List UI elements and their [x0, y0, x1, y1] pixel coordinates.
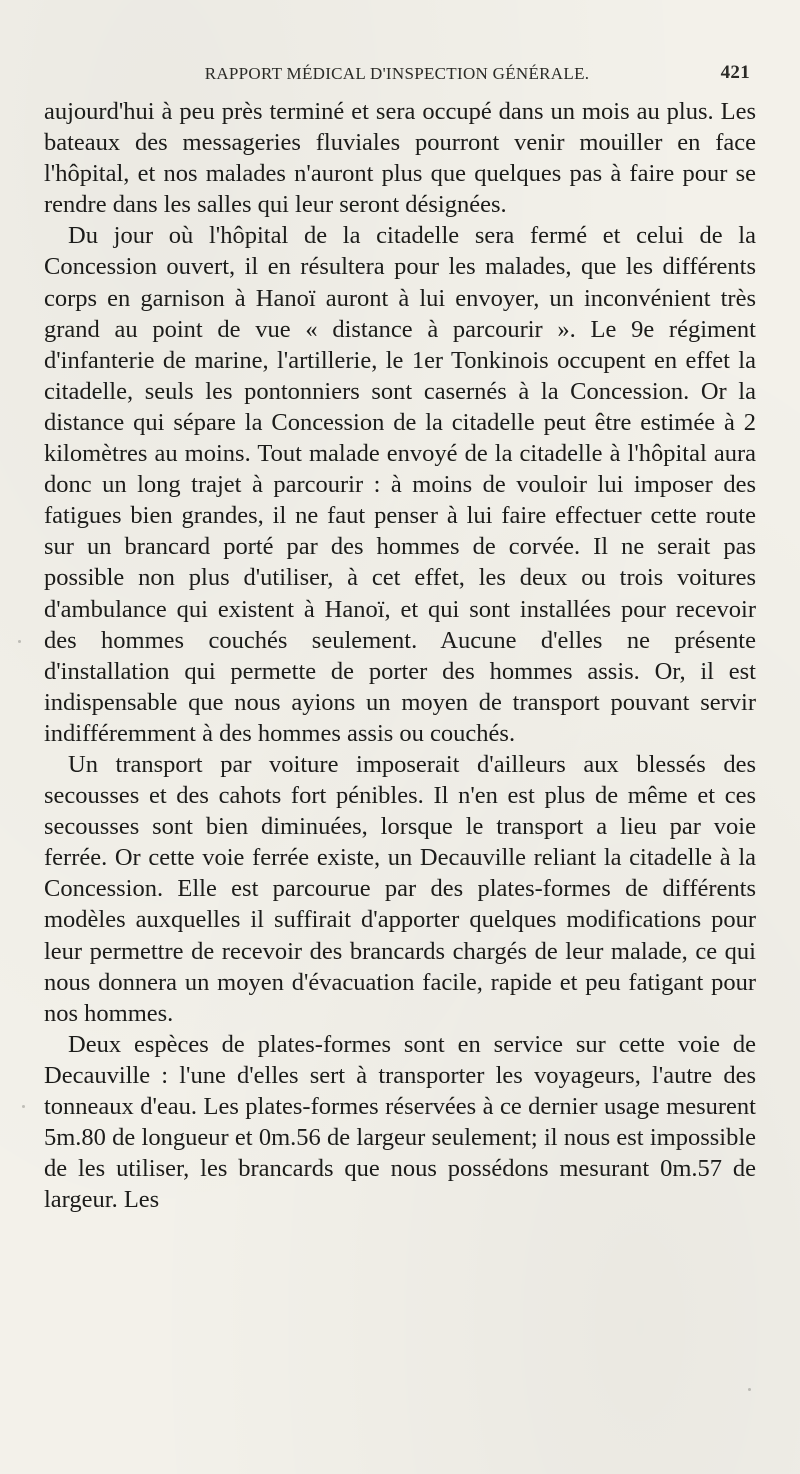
paragraph-2: Du jour où l'hôpital de la citadelle sera fermé et celui de la Concession ouvert, il en résultera pour les malades, que les différents corps en garnison à Hanoï auront à lui envoyer, un inconvénient très grand au point de vue « distance à parcourir ». Le 9e régiment d'infanterie de marine, l'artillerie, le 1er Tonkinois occupent en effet la citadelle, seuls les pontonniers sont casernés à la Concession. Or la distance qui sépare la Concession de la citadelle peut être estimée à 2 kilomètres au moins. Tout malade envoyé de la citadelle à l'hôpital aura donc un long trajet à parcourir : à moins de vouloir lui imposer des fatigues bien grandes, il ne faut penser à lui faire effectuer cette route sur un brancard porté par des hommes de corvée. Il ne serait pas possible non plus d'utiliser, à cet effet, les deux ou trois voitures d'ambulance qui existent à Hanoï, et qui sont installées pour recevoir des hommes couchés seulement. Aucune d'elles ne présente d'installation qui permette de porter des hommes assis. Or, il est indispensable que nous ayions un moyen de transport pouvant servir indifféremment à des hommes assis ou couchés.: [44, 222, 756, 747]
paper-speck: [22, 1105, 25, 1108]
paper-speck: [748, 1388, 751, 1391]
running-title: RAPPORT MÉDICAL D'INSPECTION GÉNÉRALE.: [204, 64, 590, 83]
page-header: [44, 60, 750, 90]
paragraph-1: aujourd'hui à peu près terminé et sera occupé dans un mois au plus. Les bateaux des messageries fluviales pourront venir mouiller en face l'hôpital, et nos malades n'auront plus que quelques pas à faire pour se rendre dans les salles qui leur seront désignées.: [44, 98, 756, 219]
paper-speck: [18, 640, 21, 643]
body-text: [44, 96, 756, 1215]
paragraph-3: Un transport par voiture imposerait d'ailleurs aux blessés des secousses et des cahots fort pénibles. Il n'en est plus de même et ces secousses sont bien diminuées, lorsque le transport a lieu par voie ferrée. Or cette voie ferrée existe, un Decauville reliant la citadelle à la Concession. Elle est parcourue par des plates-formes de différents modèles auxquelles il suffirait d'apporter quelques modifications pour leur permettre de recevoir des brancards chargés de leur malade, ce qui nous donnera un moyen d'évacuation facile, rapide et peu fatigant pour nos hommes.: [44, 750, 756, 1027]
page-number: 421: [720, 62, 750, 83]
paragraph-4: Deux espèces de plates-formes sont en service sur cette voie de Decauville : l'une d'elles sert à transporter les voyageurs, l'autre des tonneaux d'eau. Les plates-formes réservées à ce dernier usage mesurent 5m.80 de longueur et 0m.56 de largeur seulement; il nous est impossible de les utiliser, les brancards que nous possédons mesurant 0m.57 de largeur. Les: [44, 1030, 756, 1214]
